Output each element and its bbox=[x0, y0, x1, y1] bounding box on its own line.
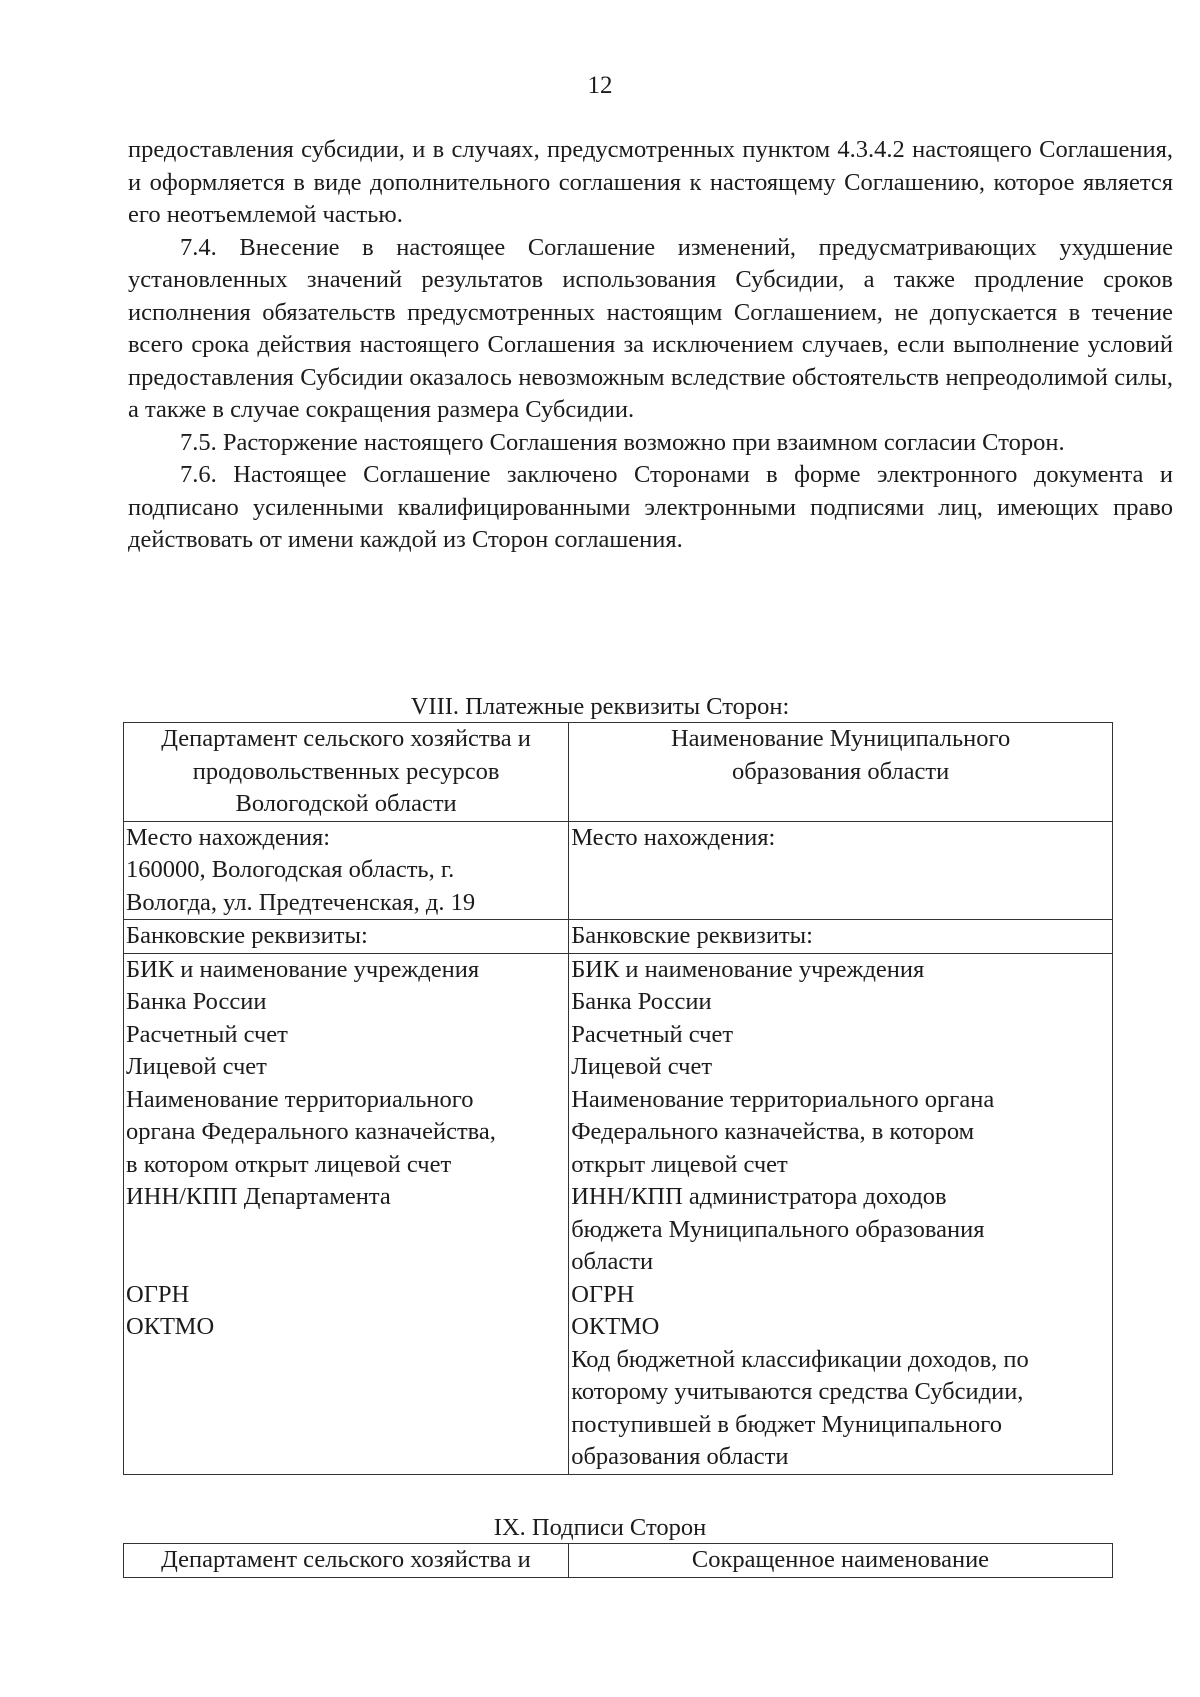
cell-line: Место нахождения: bbox=[126, 823, 331, 851]
table-row-bank-label bbox=[124, 920, 1113, 954]
cell-line: Федерального казначейства, в котором bbox=[571, 1118, 975, 1145]
cell-line: Банка России bbox=[571, 988, 712, 1015]
cell-line: в котором открыт лицевой счет bbox=[126, 1150, 452, 1178]
cell-line: Наименование территориального bbox=[126, 1085, 474, 1113]
payment-details-table bbox=[123, 722, 1113, 1475]
page-number: 12 bbox=[587, 72, 613, 99]
cell-line: Лицевой счет bbox=[126, 1053, 267, 1080]
cell-line: ИНН/КПП Департамента bbox=[126, 1183, 391, 1210]
cell-line: ОГРН bbox=[126, 1280, 190, 1308]
cell-line: ОКТМО bbox=[571, 1313, 660, 1340]
table-row-header bbox=[124, 723, 1113, 822]
department-name-cell bbox=[124, 723, 569, 822]
table-row-location bbox=[124, 821, 1113, 920]
cell-line: ИНН/КПП администратора доходов bbox=[571, 1183, 947, 1210]
cell-line: ОКТМО bbox=[126, 1313, 215, 1340]
agreement-text bbox=[128, 134, 1173, 557]
cell-line: которому учитываются средства Субсидии, bbox=[571, 1378, 1024, 1405]
table-row-header bbox=[124, 1544, 1113, 1578]
cell-line: Наименование Муниципального bbox=[670, 725, 1011, 752]
cell-line: Лицевой счет bbox=[571, 1053, 713, 1080]
cell-line: Департамент сельского хозяйства и bbox=[161, 725, 531, 752]
cell-line: Банка России bbox=[126, 988, 267, 1015]
department-bank-label-cell: Банковские реквизиты: bbox=[124, 920, 569, 954]
cell-line: образования области bbox=[571, 1443, 789, 1470]
cell-line: Расчетный счет bbox=[126, 1020, 288, 1048]
cell-line: Вологда, ул. Предтеченская, д. 19 bbox=[126, 888, 476, 916]
cell-line: 160000, Вологодская область, г. bbox=[126, 856, 455, 883]
short-name-signature-header: Сокращенное наименование bbox=[568, 1544, 1112, 1578]
cell-line: БИК и наименование учреждения bbox=[571, 955, 925, 983]
signatures-table bbox=[123, 1543, 1113, 1578]
cell-line: Код бюджетной классификации доходов, по bbox=[571, 1345, 1029, 1373]
cell-line: поступившей в бюджет Муниципального bbox=[571, 1410, 1002, 1438]
cell-line: продовольственных ресурсов bbox=[192, 757, 500, 785]
cell-line: Расчетный счет bbox=[571, 1020, 734, 1048]
cell-line: БИК и наименование учреждения bbox=[126, 955, 480, 983]
paragraph-7-5: 7.5. Расторжение настоящего Соглашения возможно при взаимном согласии Сторон. bbox=[180, 428, 1065, 456]
section-9-title: IX. Подписи Сторон bbox=[493, 1514, 707, 1541]
cell-line: Наименование территориального органа bbox=[571, 1085, 995, 1113]
municipality-location-cell bbox=[569, 821, 1113, 920]
paragraph-7-6: 7.6. Настоящее Соглашение заключено Сторонами в форме электронного документа и подписано усиленными квалифицированными электронными подписями лиц, имеющих право действовать от имени каждой из Сторон соглашения. bbox=[128, 461, 1173, 553]
municipality-bank-details-cell bbox=[569, 953, 1113, 1474]
department-location-cell bbox=[124, 821, 569, 920]
cell-line: открыт лицевой счет bbox=[571, 1150, 788, 1178]
municipality-name-cell bbox=[569, 723, 1113, 822]
table-row-bank-details bbox=[124, 953, 1113, 1474]
department-signature-header: Департамент сельского хозяйства и bbox=[124, 1544, 569, 1578]
municipality-bank-label-cell: Банковские реквизиты: bbox=[569, 920, 1113, 954]
cell-line: Вологодской области bbox=[235, 790, 457, 817]
cell-line: Место нахождения: bbox=[571, 823, 776, 851]
department-bank-details-cell bbox=[124, 953, 569, 1474]
paragraph-7-4: 7.4. Внесение в настоящее Соглашение изменений, предусматривающих ухудшение установленных значений результатов использования Субсидии, а также продление сроков исполнения обязательств предусмотренных настоящим Соглашением, не допускается в течение всего срока действия настоящего Соглашения за исключением случаев, если выполнение условий предоставления Субсидии оказалось невозможным вследствие обстоятельств непреодолимой силы, а также в случае сокращения размера Субсидии. bbox=[128, 233, 1173, 423]
section-8-title: VIII. Платежные реквизиты Сторон: bbox=[410, 693, 790, 720]
cell-line: образования области bbox=[731, 757, 950, 785]
cell-line bbox=[126, 1246, 566, 1279]
cell-line bbox=[126, 1214, 566, 1247]
cell-line: органа Федерального казначейства, bbox=[126, 1118, 496, 1145]
cell-line: области bbox=[571, 1248, 654, 1275]
cell-line: бюджета Муниципального образования bbox=[571, 1215, 985, 1243]
paragraph-continuation: предоставления субсидии, и в случаях, предусмотренных пунктом 4.3.4.2 настоящего Соглашения, и оформляется в виде дополнительного соглашения к настоящему Соглашению, которое является его неотъемлемой частью. bbox=[128, 136, 1173, 228]
cell-line: ОГРН bbox=[571, 1280, 635, 1308]
